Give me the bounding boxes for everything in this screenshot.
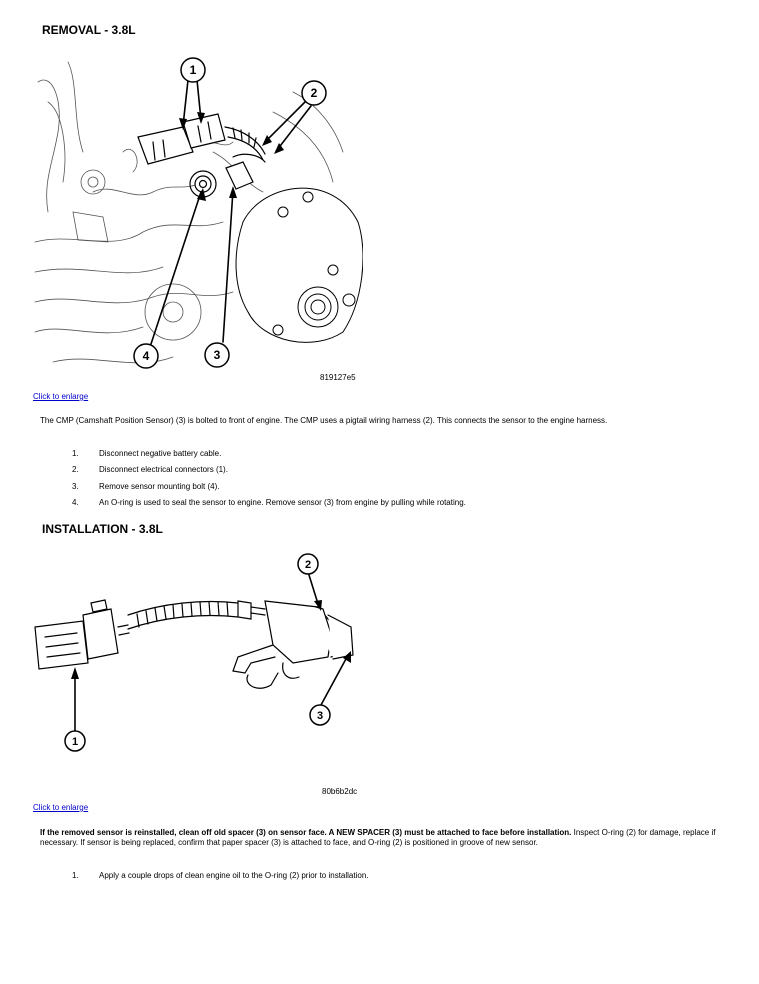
installation-enlarge-link[interactable]: Click to enlarge xyxy=(33,803,89,812)
removal-intro: The CMP (Camshaft Position Sensor) (3) is bolted to front of engine. The CMP uses a pigtail wiring harness (2). This connects the sensor to the engine harness. xyxy=(40,416,608,425)
installation-callout-3: 3 xyxy=(316,710,324,722)
removal-figure-id: 819127e5 xyxy=(320,373,356,382)
removal-heading: REMOVAL - 3.8L xyxy=(42,23,136,37)
removal-enlarge-link[interactable]: Click to enlarge xyxy=(33,392,89,401)
removal-callout-4: 4 xyxy=(142,349,150,363)
installation-callout-1: 1 xyxy=(71,736,79,748)
installation-note-bold: If the removed sensor is reinstalled, clean off old spacer (3) on sensor face. A NEW SPACER (3) must be attached to face before installation. xyxy=(40,828,572,837)
installation-note xyxy=(40,828,745,848)
removal-callout-3: 3 xyxy=(213,348,221,362)
installation-illustration xyxy=(33,545,363,760)
installation-figure-id: 80b6b2dc xyxy=(322,787,358,796)
installation-heading: INSTALLATION - 3.8L xyxy=(42,522,163,536)
removal-callout-1: 1 xyxy=(189,63,197,77)
removal-callout-2: 2 xyxy=(310,86,318,100)
installation-callout-2: 2 xyxy=(304,559,312,571)
installation-note-rest: Inspect O-ring (2) for damage, replace if necessary. If sensor is being replaced, confirm that paper spacer (3) is attached to face, and O-ring (2) is positioned in groove of new sensor. xyxy=(40,828,716,847)
removal-illustration xyxy=(33,42,363,382)
